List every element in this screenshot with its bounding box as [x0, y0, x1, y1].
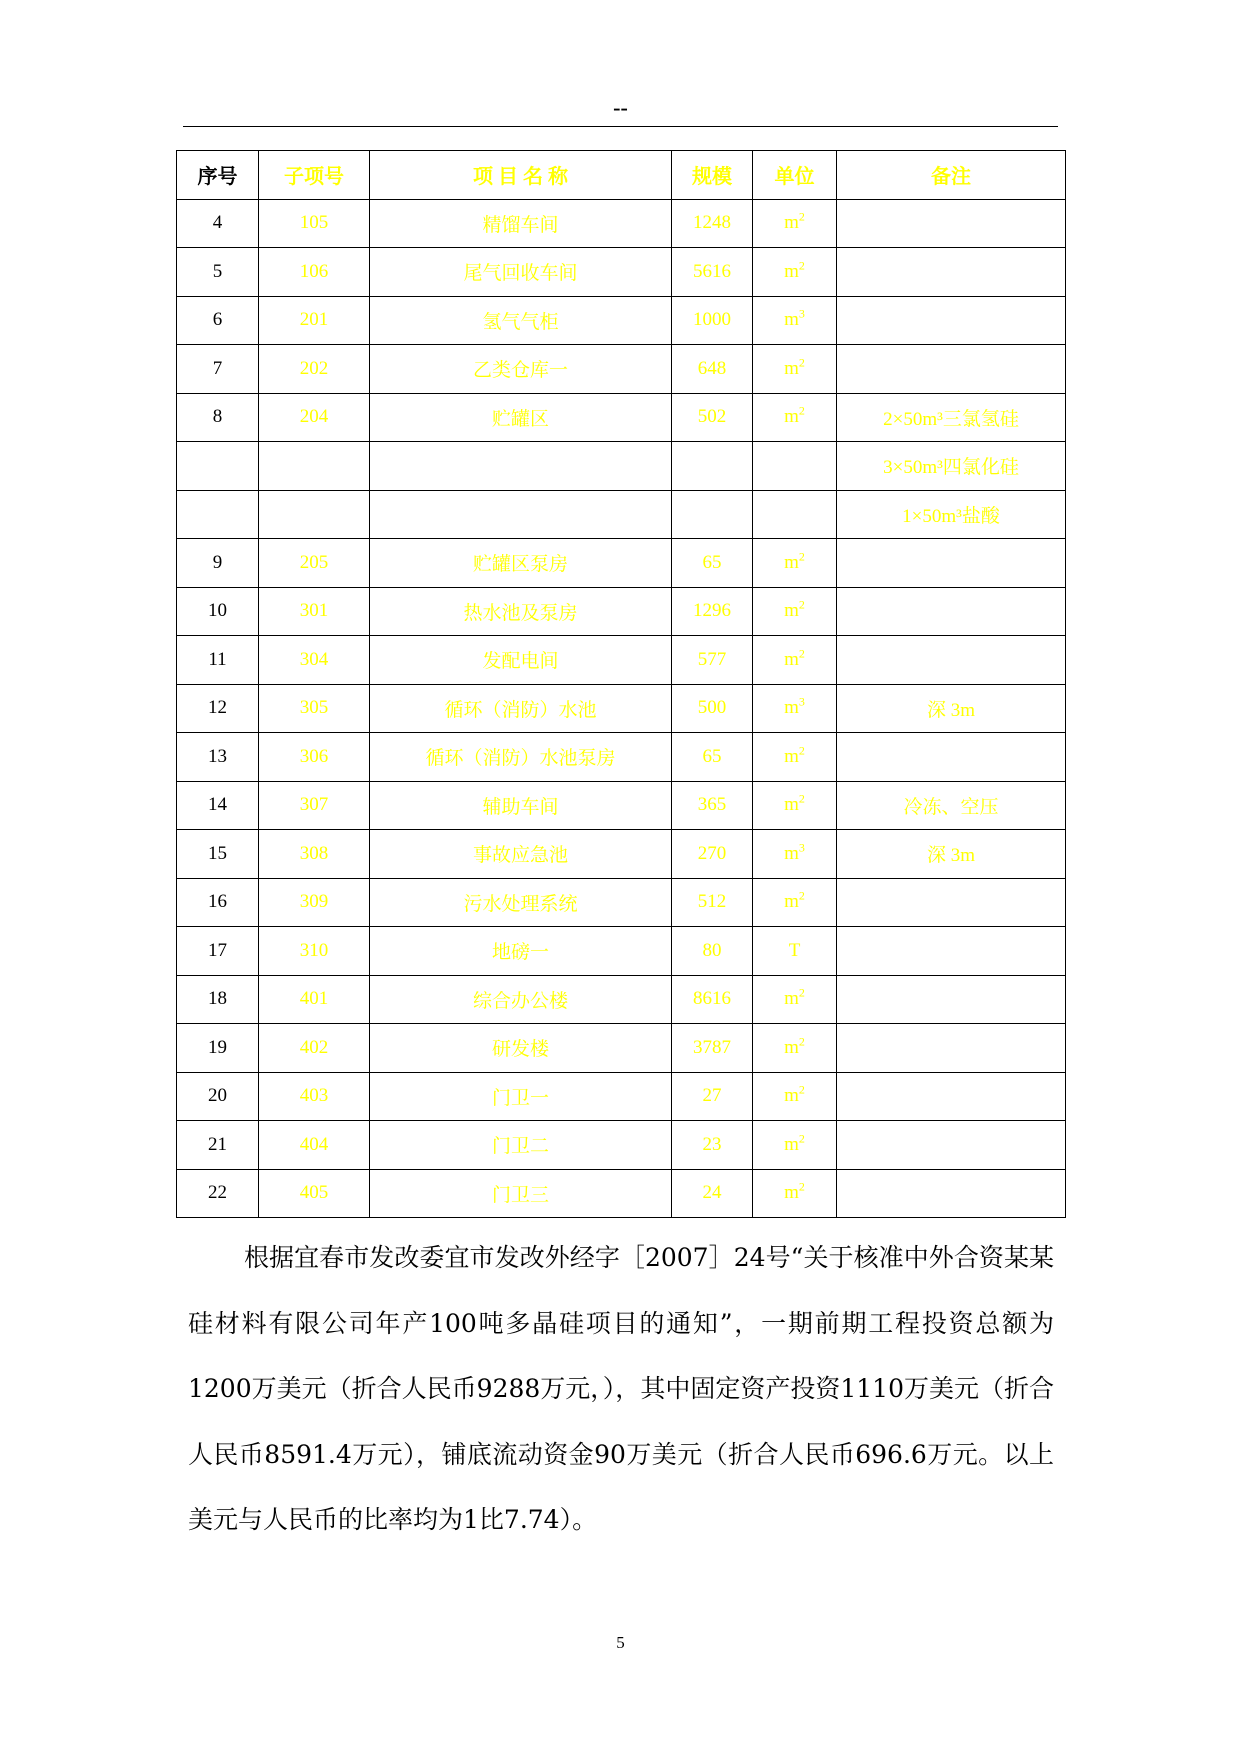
cell-name: 氢气气柜 [370, 296, 672, 345]
col-header-note: 备注 [837, 151, 1066, 200]
cell-name: 尾气回收车间 [370, 248, 672, 297]
table-row [177, 539, 1066, 588]
col-header-scale: 规模 [672, 151, 753, 200]
cell-scale: 23 [672, 1121, 753, 1170]
cell-name: 乙类仓库一 [370, 345, 672, 394]
cell-sub: 202 [259, 345, 370, 394]
cell-note [837, 587, 1066, 636]
unit-exponent: 2 [798, 888, 805, 903]
table-row [177, 442, 1066, 491]
cell-name: 研发楼 [370, 1024, 672, 1073]
cell-seq: 4 [177, 199, 259, 248]
cell-seq: 10 [177, 587, 259, 636]
unit-base: m [784, 697, 799, 719]
cell-note [837, 1169, 1066, 1218]
cell-name [370, 490, 672, 539]
table-row [177, 248, 1066, 297]
cell-scale: 270 [672, 830, 753, 879]
cell-unit [753, 587, 837, 636]
unit-base: m [784, 1182, 799, 1204]
cell-scale: 80 [672, 927, 753, 976]
unit-exponent: 2 [798, 597, 805, 612]
unit-base: m [784, 260, 799, 282]
unit-base: m [784, 1036, 799, 1058]
cell-seq: 9 [177, 539, 259, 588]
cell-name: 发配电间 [370, 636, 672, 685]
cell-sub: 205 [259, 539, 370, 588]
table-row [177, 733, 1066, 782]
cell-seq: 15 [177, 830, 259, 879]
cell-note [837, 975, 1066, 1024]
cell-sub: 304 [259, 636, 370, 685]
col-header-seq: 序号 [177, 151, 259, 200]
cell-sub: 310 [259, 927, 370, 976]
cell-sub: 401 [259, 975, 370, 1024]
cell-scale: 1296 [672, 587, 753, 636]
cell-unit [753, 927, 837, 976]
cell-seq: 5 [177, 248, 259, 297]
cell-note [837, 248, 1066, 297]
cell-name: 门卫三 [370, 1169, 672, 1218]
cell-unit [753, 781, 837, 830]
cell-name: 地磅一 [370, 927, 672, 976]
table-row [177, 1024, 1066, 1073]
cell-scale [672, 490, 753, 539]
cell-unit [753, 830, 837, 879]
header-mark: -- [613, 95, 628, 120]
cell-note: 冷冻、空压 [837, 781, 1066, 830]
unit-exponent: 3 [798, 694, 805, 709]
table-row [177, 975, 1066, 1024]
unit-base: m [784, 648, 799, 670]
cell-unit [753, 1121, 837, 1170]
cell-note: 深 3m [837, 830, 1066, 879]
cell-seq: 13 [177, 733, 259, 782]
table-row [177, 830, 1066, 879]
cell-name: 门卫二 [370, 1121, 672, 1170]
cell-note [837, 1121, 1066, 1170]
cell-note [837, 927, 1066, 976]
unit-exponent: 2 [798, 403, 805, 418]
cell-seq: 17 [177, 927, 259, 976]
cell-sub: 105 [259, 199, 370, 248]
cell-note: 深 3m [837, 684, 1066, 733]
cell-scale: 502 [672, 393, 753, 442]
unit-exponent: 2 [798, 743, 805, 758]
cell-note [837, 296, 1066, 345]
cell-name [370, 442, 672, 491]
cell-seq: 12 [177, 684, 259, 733]
unit-exponent: 3 [798, 306, 805, 321]
cell-sub: 305 [259, 684, 370, 733]
cell-seq: 18 [177, 975, 259, 1024]
cell-scale: 27 [672, 1072, 753, 1121]
cell-note [837, 878, 1066, 927]
cell-note: 3×50m³四氯化硅 [837, 442, 1066, 491]
cell-name: 贮罐区 [370, 393, 672, 442]
unit-base: m [784, 891, 799, 913]
cell-note [837, 199, 1066, 248]
table-row [177, 1072, 1066, 1121]
cell-scale: 1248 [672, 199, 753, 248]
cell-unit [753, 490, 837, 539]
table-row [177, 345, 1066, 394]
table-row [177, 878, 1066, 927]
cell-note: 1×50m³盐酸 [837, 490, 1066, 539]
cell-seq: 14 [177, 781, 259, 830]
paragraph-text: 根据宜春市发改委宜市发改外经字［2007］24号“关于核准中外合资某某硅材料有限公司年产100吨多晶硅项目的通知”，一期前期工程投资总额为1200万美元（折合人民币9288万元，），其中固定资产投资1110万美元（折合人民币8591.4万元），铺底流动资金90万美元（折合人民币696.6万元。以上美元与人民币的比率均为1比7.74）。 [188, 1243, 1054, 1534]
cell-unit [753, 684, 837, 733]
cell-seq: 16 [177, 878, 259, 927]
cell-unit [753, 1169, 837, 1218]
unit-exponent: 3 [798, 840, 805, 855]
cell-unit [753, 296, 837, 345]
table-row [177, 1121, 1066, 1170]
cell-unit [753, 442, 837, 491]
cell-name: 事故应急池 [370, 830, 672, 879]
cell-scale: 65 [672, 733, 753, 782]
unit-exponent: 2 [798, 646, 805, 661]
cell-unit [753, 1072, 837, 1121]
unit-exponent: 2 [798, 355, 805, 370]
cell-note [837, 1024, 1066, 1073]
unit-exponent: 2 [798, 1131, 805, 1146]
cell-unit [753, 636, 837, 685]
cell-sub: 404 [259, 1121, 370, 1170]
unit-base: m [784, 309, 799, 331]
cell-unit [753, 733, 837, 782]
cell-seq: 19 [177, 1024, 259, 1073]
page-number: 5 [616, 1633, 625, 1652]
table-row [177, 587, 1066, 636]
cell-unit [753, 345, 837, 394]
cell-scale: 365 [672, 781, 753, 830]
table-row [177, 296, 1066, 345]
cell-scale: 512 [672, 878, 753, 927]
cell-scale: 8616 [672, 975, 753, 1024]
cell-seq [177, 490, 259, 539]
unit-base: m [784, 1085, 799, 1107]
cell-note [837, 636, 1066, 685]
cell-note [837, 539, 1066, 588]
cell-scale: 5616 [672, 248, 753, 297]
cell-sub: 308 [259, 830, 370, 879]
col-header-name: 项 目 名 称 [370, 151, 672, 200]
cell-scale: 65 [672, 539, 753, 588]
unit-exponent: 2 [798, 985, 805, 1000]
cell-seq: 21 [177, 1121, 259, 1170]
cell-scale: 1000 [672, 296, 753, 345]
cell-name: 循环（消防）水池 [370, 684, 672, 733]
unit-base: T [788, 939, 801, 961]
unit-base: m [784, 600, 799, 622]
cell-unit [753, 975, 837, 1024]
cell-scale: 648 [672, 345, 753, 394]
project-table [176, 150, 1066, 1218]
cell-sub [259, 490, 370, 539]
cell-scale: 3787 [672, 1024, 753, 1073]
cell-note [837, 733, 1066, 782]
cell-unit [753, 199, 837, 248]
unit-exponent: 2 [798, 258, 805, 273]
unit-base: m [784, 551, 799, 573]
cell-sub: 403 [259, 1072, 370, 1121]
cell-sub: 402 [259, 1024, 370, 1073]
col-header-unit: 单位 [753, 151, 837, 200]
cell-unit [753, 1024, 837, 1073]
cell-name: 循环（消防）水池泵房 [370, 733, 672, 782]
cell-name: 辅助车间 [370, 781, 672, 830]
cell-sub: 309 [259, 878, 370, 927]
cell-name: 贮罐区泵房 [370, 539, 672, 588]
unit-exponent: 2 [798, 209, 805, 224]
cell-sub: 306 [259, 733, 370, 782]
cell-note [837, 345, 1066, 394]
cell-seq: 7 [177, 345, 259, 394]
cell-seq: 6 [177, 296, 259, 345]
unit-base: m [784, 794, 799, 816]
cell-name: 综合办公楼 [370, 975, 672, 1024]
cell-unit [753, 878, 837, 927]
table-row [177, 636, 1066, 685]
cell-sub [259, 442, 370, 491]
table-row [177, 490, 1066, 539]
cell-unit [753, 539, 837, 588]
cell-sub: 405 [259, 1169, 370, 1218]
cell-seq: 20 [177, 1072, 259, 1121]
unit-base: m [784, 745, 799, 767]
cell-scale: 500 [672, 684, 753, 733]
cell-note: 2×50m³三氯氢硅 [837, 393, 1066, 442]
cell-sub: 204 [259, 393, 370, 442]
cell-unit [753, 393, 837, 442]
cell-seq: 8 [177, 393, 259, 442]
cell-scale: 577 [672, 636, 753, 685]
unit-base: m [784, 406, 799, 428]
unit-exponent: 2 [798, 1082, 805, 1097]
cell-scale [672, 442, 753, 491]
unit-base: m [784, 1133, 799, 1155]
cell-sub: 201 [259, 296, 370, 345]
col-header-sub: 子项号 [259, 151, 370, 200]
unit-exponent: 2 [798, 549, 805, 564]
table-row [177, 927, 1066, 976]
table-header-row [177, 151, 1066, 200]
table-row [177, 393, 1066, 442]
body-paragraph [188, 1225, 1054, 1553]
cell-sub: 301 [259, 587, 370, 636]
table-row [177, 684, 1066, 733]
unit-base: m [784, 988, 799, 1010]
unit-base: m [784, 357, 799, 379]
table-row [177, 1169, 1066, 1218]
cell-name: 热水池及泵房 [370, 587, 672, 636]
cell-unit [753, 248, 837, 297]
header-rule [183, 126, 1058, 127]
unit-exponent: 2 [798, 1179, 805, 1194]
unit-exponent: 2 [798, 1034, 805, 1049]
cell-scale: 24 [672, 1169, 753, 1218]
cell-seq: 11 [177, 636, 259, 685]
unit-exponent: 2 [798, 791, 805, 806]
cell-name: 污水处理系统 [370, 878, 672, 927]
cell-name: 门卫一 [370, 1072, 672, 1121]
cell-sub: 106 [259, 248, 370, 297]
cell-seq: 22 [177, 1169, 259, 1218]
unit-base: m [784, 212, 799, 234]
table-row [177, 781, 1066, 830]
cell-seq [177, 442, 259, 491]
cell-sub: 307 [259, 781, 370, 830]
cell-note [837, 1072, 1066, 1121]
table-row [177, 199, 1066, 248]
unit-base: m [784, 842, 799, 864]
cell-name: 精馏车间 [370, 199, 672, 248]
